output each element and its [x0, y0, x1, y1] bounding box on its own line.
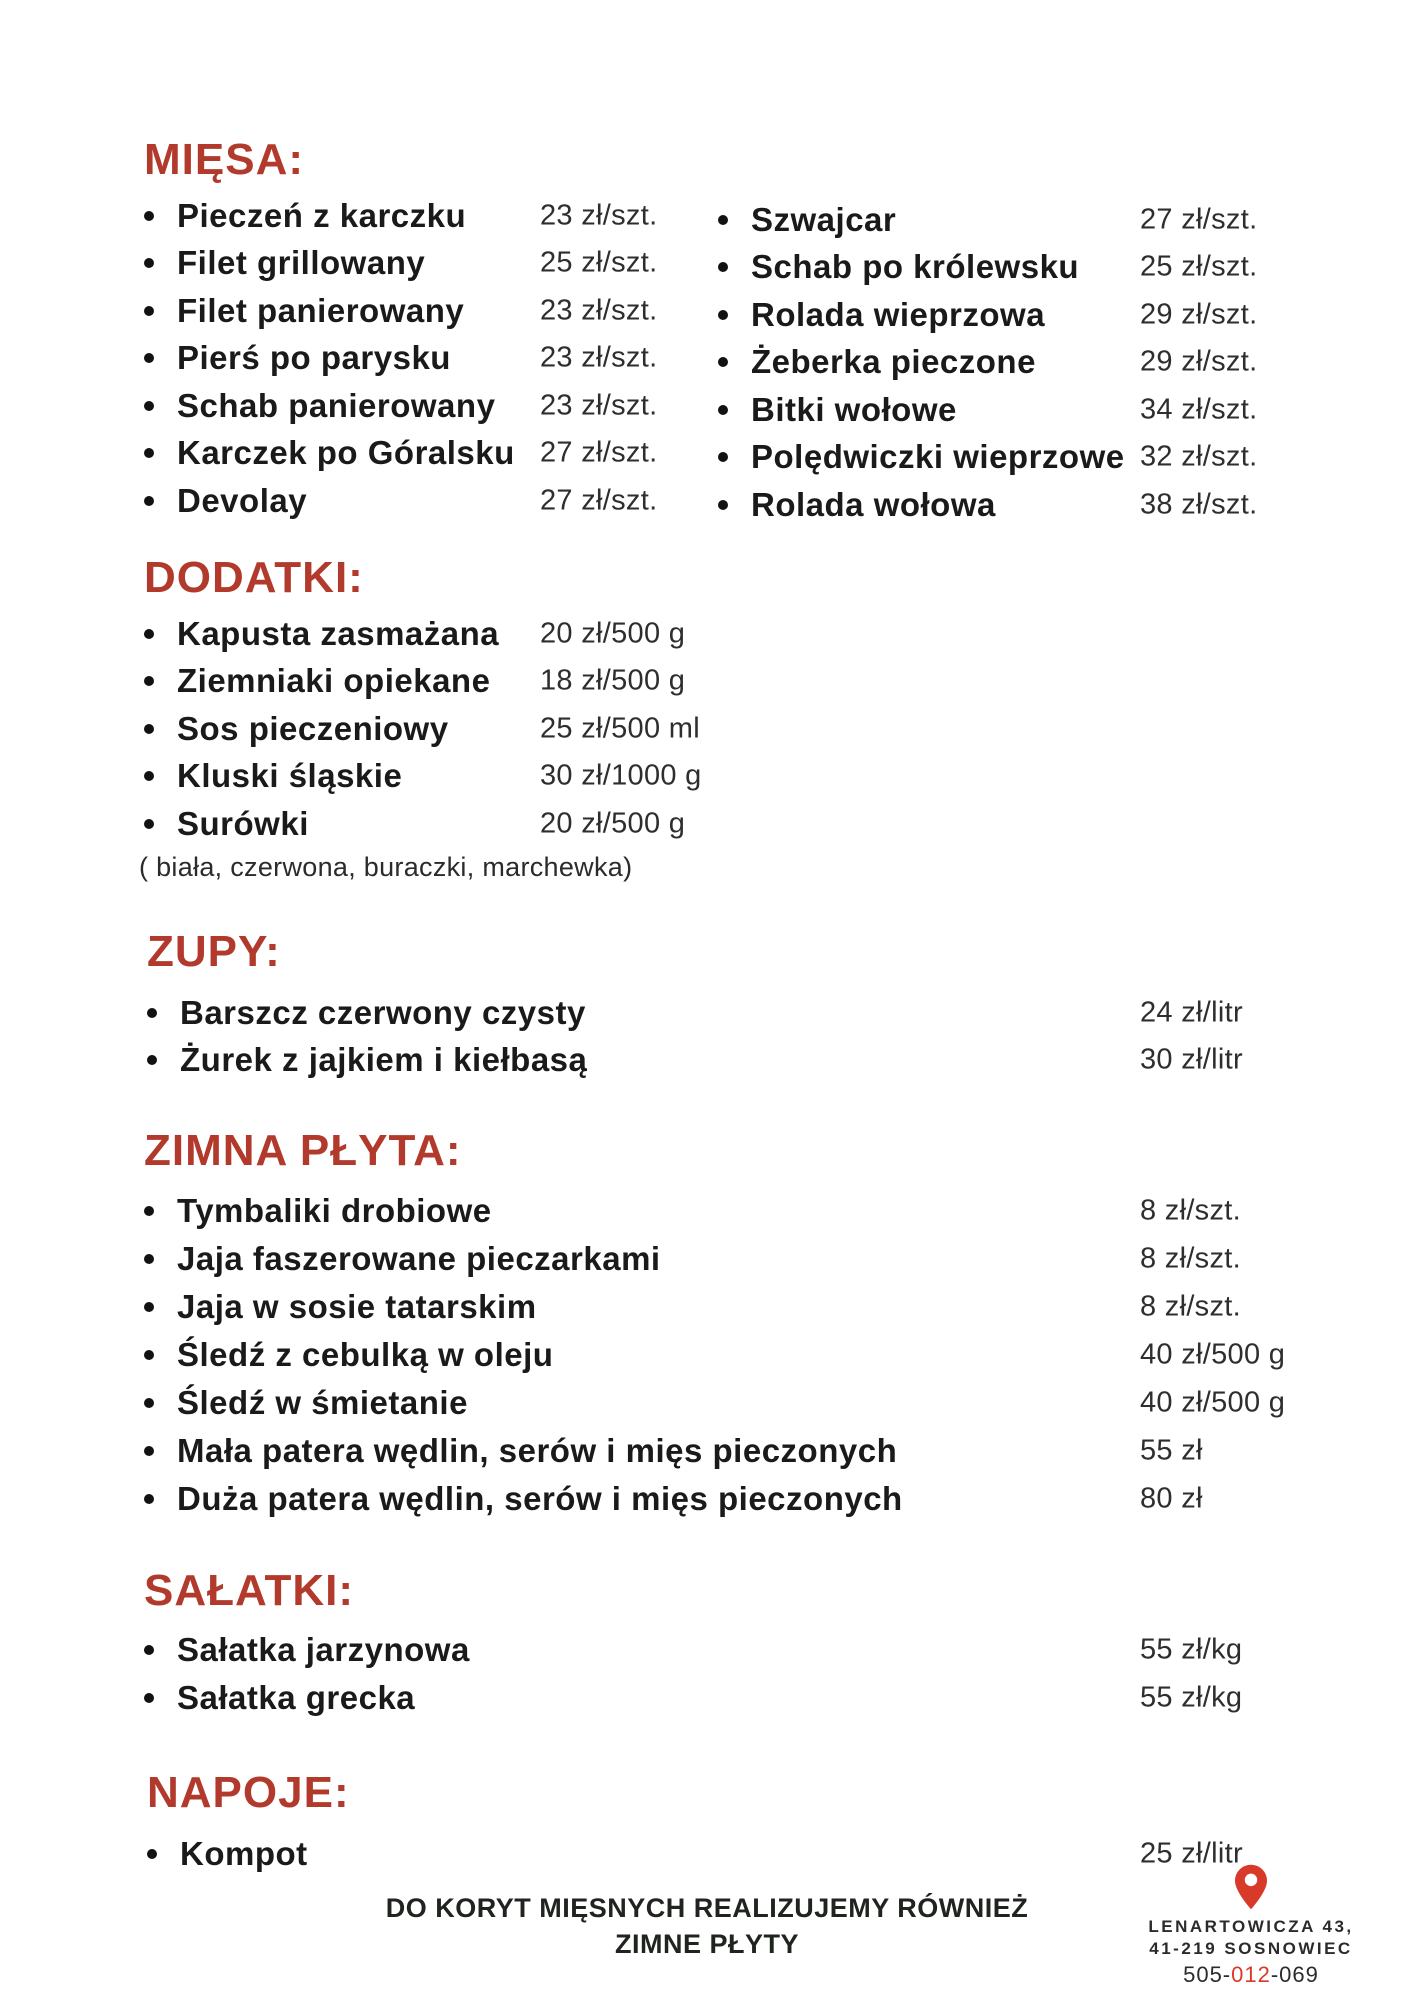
menu-item-row — [144, 1674, 1243, 1722]
item-price: 40 zł/500 g — [1140, 1338, 1286, 1371]
bullet-icon — [144, 629, 154, 639]
item-price: 40 zł/500 g — [1140, 1386, 1286, 1419]
item-price: 27 zł/szt. — [540, 436, 658, 469]
item-price: 23 zł/szt. — [540, 294, 658, 327]
menu-item-row — [718, 244, 1258, 292]
menu-item-row — [144, 800, 686, 848]
menu-item-row — [144, 1187, 1241, 1235]
menu-item-row — [144, 192, 658, 240]
item-name: Devolay — [177, 481, 308, 519]
item-name: Ziemniaki opiekane — [177, 662, 491, 700]
item-price: 23 zł/szt. — [540, 389, 658, 422]
menu-item-row — [144, 1331, 1286, 1379]
item-name: Tymbaliki drobiowe — [177, 1192, 492, 1229]
bullet-icon — [147, 1055, 157, 1065]
footer-note-line2: ZIMNE PŁYTY — [614, 1929, 799, 1959]
item-name: Sałatka grecka — [177, 1679, 416, 1716]
item-price: 29 zł/szt. — [1140, 298, 1258, 331]
bullet-icon — [144, 448, 154, 458]
item-name: Duża patera wędlin, serów i mięs pieczonych — [177, 1480, 903, 1517]
item-price: 27 zł/szt. — [1140, 203, 1258, 236]
item-name: Surówki — [177, 804, 309, 842]
section-title-miesa: MIĘSA: — [144, 135, 304, 184]
menu-item-row — [144, 1626, 1243, 1674]
item-price: 20 zł/500 g — [540, 807, 686, 840]
bullet-icon — [144, 1645, 154, 1655]
item-price: 55 zł/kg — [1140, 1633, 1243, 1666]
menu-item-row — [144, 335, 658, 383]
item-name: Śledź z cebulką w oleju — [177, 1336, 554, 1373]
item-price: 55 zł — [1140, 1434, 1203, 1467]
item-price: 25 zł/szt. — [540, 246, 658, 279]
item-name: Jaja faszerowane pieczarkami — [177, 1240, 661, 1277]
menu-item-row — [144, 240, 658, 288]
dodatki-list — [144, 610, 702, 848]
bullet-icon — [144, 353, 154, 363]
item-name: Karczek po Góralsku — [177, 434, 515, 472]
item-name: Schab po królewsku — [751, 248, 1080, 286]
footer-note-line1: DO KORYT MIĘSNYCH REALIZUJEMY RÓWNIEŻ — [385, 1893, 1029, 1923]
bullet-icon — [144, 211, 154, 221]
menu-item-row — [718, 196, 1258, 244]
menu-item-row — [144, 705, 700, 753]
menu-item-row — [718, 291, 1258, 339]
menu-item-row — [144, 382, 658, 430]
section-title-dodatki: DODATKI: — [144, 553, 364, 602]
bullet-icon — [718, 500, 728, 510]
menu-item-row — [147, 989, 1243, 1037]
bullet-icon — [718, 405, 728, 415]
item-name: Kluski śląskie — [177, 757, 403, 795]
bullet-icon — [144, 1350, 154, 1360]
address-block — [1120, 1864, 1382, 1988]
bullet-icon — [144, 771, 154, 781]
item-price: 30 zł/1000 g — [540, 759, 702, 792]
bullet-icon — [718, 262, 728, 272]
item-price: 8 zł/szt. — [1140, 1194, 1241, 1227]
menu-item-row — [144, 287, 658, 335]
menu-item-row — [718, 481, 1258, 529]
item-name: Filet grillowany — [177, 244, 426, 282]
item-price: 55 zł/kg — [1140, 1681, 1243, 1714]
item-name: Kapusta zasmażana — [177, 614, 500, 652]
menu-item-row — [718, 434, 1258, 482]
menu-item-row — [144, 1427, 1203, 1475]
item-name: Pieczeń z karczku — [177, 196, 467, 234]
napoje-list — [147, 1830, 1243, 1878]
item-name: Śledź w śmietanie — [177, 1384, 468, 1421]
section-title-napoje: NAPOJE: — [147, 1768, 350, 1817]
bullet-icon — [144, 1398, 154, 1408]
bullet-icon — [144, 258, 154, 268]
section-title-salatki: SAŁATKI: — [144, 1566, 355, 1615]
item-name: Sałatka jarzynowa — [177, 1631, 470, 1668]
phone-suffix: -069 — [1270, 1962, 1319, 1987]
item-name: Schab panierowany — [177, 386, 496, 424]
bullet-icon — [144, 1693, 154, 1703]
item-price: 30 zł/litr — [1140, 1043, 1243, 1076]
item-price: 23 zł/szt. — [540, 341, 658, 374]
item-name: Żeberka pieczone — [751, 343, 1036, 381]
item-name: Sos pieczeniowy — [177, 709, 449, 747]
menu-item-row — [144, 1475, 1203, 1523]
bullet-icon — [144, 819, 154, 829]
menu-item-row — [144, 753, 702, 801]
menu-item-row — [147, 1830, 1243, 1878]
item-price: 25 zł/500 ml — [540, 712, 700, 745]
menu-item-row — [144, 610, 686, 658]
menu-item-row — [718, 339, 1258, 387]
bullet-icon — [718, 357, 728, 367]
miesa-right-list — [718, 196, 1258, 529]
item-name: Żurek z jajkiem i kiełbasą — [180, 1041, 588, 1079]
section-title-zimna-plyta: ZIMNA PŁYTA: — [144, 1126, 462, 1175]
item-price: 8 zł/szt. — [1140, 1242, 1241, 1275]
item-price: 24 zł/litr — [1140, 996, 1243, 1029]
bullet-icon — [144, 1302, 154, 1312]
surowki-variants-note: ( biała, czerwona, buraczki, marchewka) — [139, 852, 633, 882]
bullet-icon — [147, 1849, 157, 1859]
item-name: Rolada wołowa — [751, 485, 996, 523]
item-price: 34 zł/szt. — [1140, 393, 1258, 426]
phone-number — [1120, 1962, 1382, 1988]
item-price: 29 zł/szt. — [1140, 345, 1258, 378]
item-name: Szwajcar — [751, 200, 897, 238]
item-price: 18 zł/500 g — [540, 664, 686, 697]
bullet-icon — [718, 310, 728, 320]
menu-item-row — [144, 477, 658, 525]
salatki-list — [144, 1626, 1243, 1722]
bullet-icon — [144, 676, 154, 686]
item-name: Bitki wołowe — [751, 390, 957, 428]
item-name: Kompot — [180, 1835, 308, 1872]
bullet-icon — [144, 306, 154, 316]
bullet-icon — [144, 496, 154, 506]
item-price: 20 zł/500 g — [540, 617, 686, 650]
section-title-zupy: ZUPY: — [147, 927, 281, 976]
address-line1: LENARTOWICZA 43, — [1148, 1917, 1354, 1936]
bullet-icon — [144, 1494, 154, 1504]
phone-middle: 012 — [1231, 1962, 1271, 1987]
item-name: Barszcz czerwony czysty — [180, 993, 586, 1031]
item-name: Rolada wieprzowa — [751, 295, 1046, 333]
bullet-icon — [718, 215, 728, 225]
footer-note — [347, 1890, 1067, 1962]
item-price: 80 zł — [1140, 1482, 1203, 1515]
bullet-icon — [144, 1446, 154, 1456]
item-name: Jaja w sosie tatarskim — [177, 1288, 537, 1325]
menu-item-row — [718, 386, 1258, 434]
menu-item-row — [144, 1283, 1241, 1331]
phone-prefix: 505- — [1183, 1962, 1232, 1987]
item-price: 32 zł/szt. — [1140, 440, 1258, 473]
menu-item-row — [144, 658, 686, 706]
menu-item-row — [144, 1235, 1241, 1283]
item-name: Mała patera wędlin, serów i mięs pieczonych — [177, 1432, 898, 1469]
item-price: 25 zł/litr — [1140, 1837, 1243, 1870]
item-price: 8 zł/szt. — [1140, 1290, 1241, 1323]
bullet-icon — [718, 452, 728, 462]
zimna-plyta-list — [144, 1187, 1286, 1523]
menu-item-row — [147, 1037, 1243, 1085]
bullet-icon — [144, 1254, 154, 1264]
menu-item-row — [144, 430, 658, 478]
bullet-icon — [144, 724, 154, 734]
menu-item-row — [144, 1379, 1286, 1427]
miesa-left-list — [144, 192, 658, 525]
item-name: Polędwiczki wieprzowe — [751, 438, 1125, 476]
item-name: Filet panierowany — [177, 291, 465, 329]
map-pin-icon — [1235, 1864, 1267, 1910]
item-price: 23 zł/szt. — [540, 199, 658, 232]
item-name: Pierś po parysku — [177, 339, 451, 377]
zupy-list — [147, 989, 1243, 1084]
bullet-icon — [144, 401, 154, 411]
address-line2: 41-219 SOSNOWIEC — [1149, 1939, 1353, 1958]
item-price: 27 zł/szt. — [540, 484, 658, 517]
item-price: 25 zł/szt. — [1140, 250, 1258, 283]
bullet-icon — [147, 1008, 157, 1018]
bullet-icon — [144, 1206, 154, 1216]
item-price: 38 zł/szt. — [1140, 488, 1258, 521]
